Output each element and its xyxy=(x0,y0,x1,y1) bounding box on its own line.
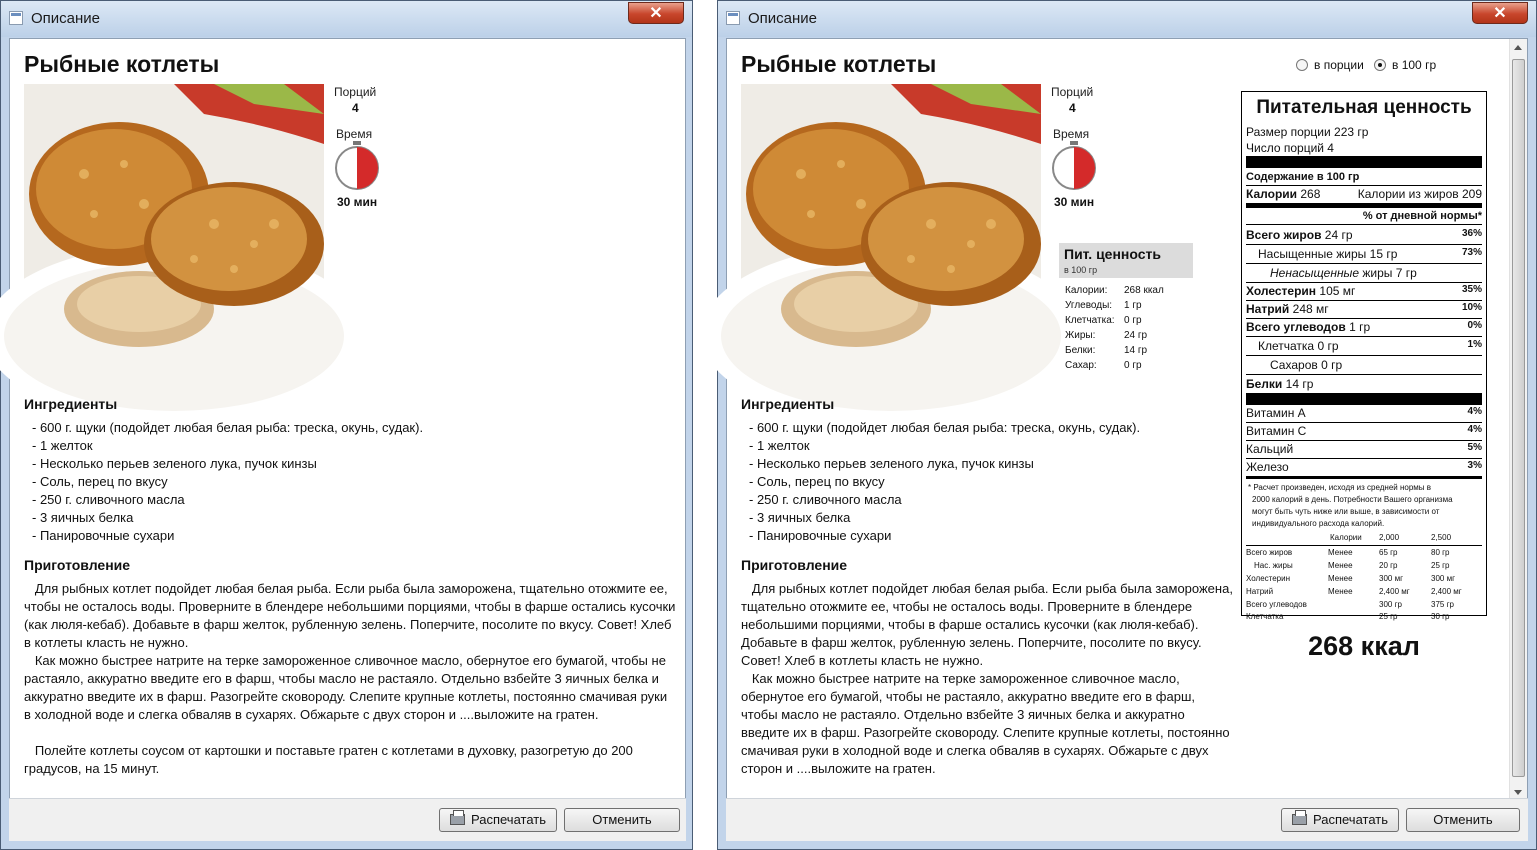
serving-size: Размер порции 223 гр xyxy=(1246,125,1369,139)
vitamin-pct: 5% xyxy=(1467,442,1482,453)
dv-table-cell: Менее xyxy=(1328,548,1353,557)
nutrient-pct: 36% xyxy=(1461,228,1482,239)
nutrient-value: 14 гр xyxy=(1285,377,1314,391)
divider xyxy=(1246,440,1482,441)
footnote-line: 2000 калорий в день. Потребности Вашего организма xyxy=(1252,495,1453,504)
vitamin-pct: 4% xyxy=(1467,424,1482,435)
scrollbar-thumb[interactable] xyxy=(1512,59,1525,777)
nutrient-pct: 73% xyxy=(1461,247,1482,258)
preparation-heading: Приготовление xyxy=(24,557,131,573)
nutrient-value: 0 гр xyxy=(1321,358,1343,372)
time-label: Время xyxy=(336,127,373,141)
per-100g-radio[interactable] xyxy=(1374,59,1386,71)
mini-nutrition-label: Калории: xyxy=(1065,285,1108,296)
divider xyxy=(1246,282,1482,283)
calories-value: 268 xyxy=(1300,187,1321,201)
ingredient-item: - Несколько перьев зеленого лука, пучок кинзы xyxy=(749,456,1034,471)
divider xyxy=(1246,203,1482,208)
print-button[interactable] xyxy=(439,808,557,832)
recipe-photo xyxy=(24,84,324,384)
calories-label: Калории xyxy=(1246,187,1298,201)
divider xyxy=(1246,374,1482,375)
mini-nutrition-value: 24 гр xyxy=(1124,330,1148,341)
content-per: Содержание в 100 гр xyxy=(1246,171,1360,183)
ingredient-item: - Панировочные сухари xyxy=(32,528,175,543)
per-serving-label[interactable]: в порции xyxy=(1314,58,1364,72)
divider xyxy=(1246,300,1482,301)
ingredient-item: - Соль, перец по вкусу xyxy=(32,474,168,489)
nutrient-row xyxy=(1246,358,1482,372)
dv-table-cell: Клетчатка xyxy=(1246,612,1284,621)
dv-table-cell: 2,400 мг xyxy=(1431,587,1462,596)
window-icon xyxy=(726,11,740,25)
calories-from-fat: Калории из жиров 209 xyxy=(1357,187,1482,201)
mini-nutrition-value: 1 гр xyxy=(1124,300,1142,311)
ingredient-item: - 600 г. щуки (подойдет любая белая рыба: треска, окунь, судак). xyxy=(749,420,1141,435)
dialog-footer xyxy=(9,798,686,841)
nutrient-label: Всего углеводов xyxy=(1246,320,1346,334)
printer-icon xyxy=(1292,814,1307,825)
nutrient-value: 105 мг xyxy=(1319,284,1356,298)
printer-icon xyxy=(450,814,465,825)
ingredient-item: - 3 яичных белка xyxy=(749,510,851,525)
print-button[interactable] xyxy=(1281,808,1399,832)
divider xyxy=(1246,185,1482,186)
nutrient-row xyxy=(1246,266,1482,280)
footnote-line: могут быть чуть ниже или выше, в зависимости от xyxy=(1252,507,1440,516)
print-button-label: Распечатать xyxy=(1312,812,1388,827)
dv-table-cell: 2,400 мг xyxy=(1379,587,1410,596)
dv-table-cell: 25 гр xyxy=(1431,561,1450,570)
vertical-scrollbar[interactable] xyxy=(1509,39,1527,801)
scroll-down-icon[interactable] xyxy=(1514,790,1522,795)
nutrient-label: Холестерин xyxy=(1246,284,1317,298)
nutrition-facts-title: Питательная ценность xyxy=(1256,97,1472,118)
dv-table-cell: 65 гр xyxy=(1379,548,1398,557)
divider xyxy=(1246,545,1482,546)
nutrient-label: Ненасыщенные xyxy=(1270,266,1360,280)
mini-nutrition-label: Жиры: xyxy=(1065,330,1096,341)
recipe-panel xyxy=(9,38,686,802)
ingredient-item: - 1 желток xyxy=(32,438,93,453)
nutrition-facts-panel xyxy=(1241,91,1487,621)
divider xyxy=(1246,336,1482,337)
print-button-label: Распечатать xyxy=(470,812,546,827)
ingredient-item: - 250 г. сливочного масла xyxy=(749,492,902,507)
mini-nutrition-label: Сахар: xyxy=(1065,360,1097,371)
nutrient-label: Сахаров xyxy=(1270,358,1318,372)
nutrient-value: 248 мг xyxy=(1292,302,1329,316)
ingredient-item: - 250 г. сливочного масла xyxy=(32,492,185,507)
vitamin-row xyxy=(1246,424,1482,438)
preparation-text: Для рыбных котлет подойдет любая белая рыба. Если рыба была заморожена, тщательно отожмите ее, чтобы не осталось воды. Проверните в блендере небольшими порциями, чтобы в фарше остались кусочки (как люля-кебаб). Добавьте в фарш желток, рубленную зелень. Поперчите, посолите по вкусу. Совет! Хлеб в котлеты класть не нужно. Как можно быстрее натрите на терке замороженное сливочное масло, обернутое его бумагой, чтобы не растаяло, аккуратно введите его в фарш, чтобы масло не растаяло. Отдельно взбейте 3 яичных белка и аккуратно введите их в фарш. Разогрейте сковороду. Слепите крупные котлеты, постоянно смачивая руки в холодной воде и слегка обваляв в сухарях. Обжарьте с двух сторон и ....выложите на гратен. xyxy=(741,581,1233,776)
dv-table-cell: Менее xyxy=(1328,587,1353,596)
mini-nutrition-value: 0 гр xyxy=(1124,360,1142,371)
dv-table-cell: Менее xyxy=(1328,574,1353,583)
ingredient-item: - Соль, перец по вкусу xyxy=(749,474,885,489)
mini-nutrition-subtitle: в 100 гр xyxy=(1064,265,1098,275)
nutrient-value: 0 гр xyxy=(1317,339,1339,353)
nutrient-pct: 10% xyxy=(1461,302,1482,313)
nutrient-value: 15 гр xyxy=(1369,247,1398,261)
nutrient-value: жиры 7 гр xyxy=(1362,266,1417,280)
vitamin-label: Кальций xyxy=(1246,442,1294,456)
divider xyxy=(1246,263,1482,264)
servings-value: 4 xyxy=(352,101,359,115)
dialog-footer xyxy=(726,798,1528,841)
dv-table-cell: Всего углеводов xyxy=(1246,600,1307,609)
mini-nutrition-label: Белки: xyxy=(1065,345,1096,356)
nutrient-label: Насыщенные жиры xyxy=(1258,247,1367,261)
vitamin-pct: 3% xyxy=(1467,460,1482,471)
window-title: Описание xyxy=(748,10,818,27)
close-button[interactable]: ✕ xyxy=(1472,2,1528,24)
mini-nutrition-label: Клетчатка: xyxy=(1065,315,1115,326)
ingredient-item: - 3 яичных белка xyxy=(32,510,134,525)
recipe-title: Рыбные котлеты xyxy=(741,51,937,77)
nutrient-label: Всего жиров xyxy=(1246,228,1322,242)
mini-nutrition-value: 14 гр xyxy=(1124,345,1148,356)
timer-icon xyxy=(334,141,380,196)
time-value: 30 мин xyxy=(337,195,378,209)
nutrient-row xyxy=(1246,320,1482,334)
dialog-window-right xyxy=(717,0,1537,850)
ingredients-list xyxy=(749,419,1140,545)
dv-table-cell: Нас. жиры xyxy=(1254,561,1293,570)
ingredients-list xyxy=(32,419,423,545)
servings-value: 4 xyxy=(1069,101,1076,115)
vitamin-row xyxy=(1246,442,1482,456)
mini-nutrition-label: Углеводы: xyxy=(1065,300,1113,311)
footnote-line: * Расчет произведен, исходя из средней нормы в xyxy=(1248,483,1432,492)
nutrient-value: 24 гр xyxy=(1324,228,1353,242)
vitamin-row xyxy=(1246,406,1482,420)
cancel-button[interactable]: Отменить xyxy=(564,808,680,832)
per-serving-radio[interactable] xyxy=(1296,59,1308,71)
nutrient-row xyxy=(1246,247,1482,261)
title-bar[interactable] xyxy=(718,1,1536,37)
divider xyxy=(1246,393,1482,405)
daily-value-header: % от дневной нормы* xyxy=(1362,210,1482,222)
recipe-photo xyxy=(741,84,1041,384)
nutrient-row xyxy=(1246,302,1482,316)
dv-table-cell: 30 гр xyxy=(1431,612,1450,621)
title-bar[interactable] xyxy=(1,1,692,37)
cancel-button[interactable]: Отменить xyxy=(1406,808,1520,832)
divider xyxy=(1246,224,1482,225)
vitamin-row xyxy=(1246,460,1482,474)
nutrient-row xyxy=(1246,228,1482,242)
servings-label: Порций xyxy=(1051,85,1094,99)
dv-table-cell: 300 гр xyxy=(1379,600,1402,609)
divider xyxy=(1246,318,1482,319)
dv-table-cell: 300 мг xyxy=(1431,574,1455,583)
calories-row xyxy=(1246,187,1482,201)
divider xyxy=(1246,458,1482,459)
dv-table-cell: 80 гр xyxy=(1431,548,1450,557)
servings-label: Порций xyxy=(334,85,377,99)
nutrient-pct: 0% xyxy=(1467,320,1482,331)
ingredients-heading: Ингредиенты xyxy=(24,396,118,412)
divider xyxy=(1246,244,1482,245)
nutrient-row xyxy=(1246,284,1482,298)
dv-table-header: Калории xyxy=(1330,533,1362,542)
dv-table-cell: Холестерин xyxy=(1246,574,1290,583)
ingredient-item: - 1 желток xyxy=(749,438,810,453)
dv-table-cell: Всего жиров xyxy=(1246,548,1293,557)
nutrient-label: Натрий xyxy=(1246,302,1290,316)
mini-nutrition-value: 268 ккал xyxy=(1124,285,1164,296)
nutrient-pct: 1% xyxy=(1467,339,1482,350)
total-calories: 268 ккал xyxy=(1308,631,1420,661)
recipe-title: Рыбные котлеты xyxy=(24,51,220,77)
nutrient-value: 1 гр xyxy=(1349,320,1371,334)
time-value: 30 мин xyxy=(1054,195,1095,209)
divider xyxy=(1246,476,1482,479)
per-100g-label[interactable]: в 100 гр xyxy=(1392,58,1437,72)
divider xyxy=(1246,156,1482,168)
nutrient-label: Белки xyxy=(1246,377,1283,391)
preparation-text: Для рыбных котлет подойдет любая белая рыба. Если рыба была заморожена, тщательно отожмите ее, чтобы не осталось воды. Проверните в блендере небольшими порциями, чтобы в фарше остались кусочки (как люля-кебаб). Добавьте в фарш желток, рубленную зелень. Поперчите, посолите по вкусу. Совет! Хлеб в котлеты класть не нужно. Как можно быстрее натрите на терке замороженное сливочное масло, обернутое его бумагой, чтобы не растаяло, аккуратно введите его в фарш, чтобы масло не растаяло. Отдельно взбейте 3 яичных белка и аккуратно введите их в фарш. Разогрейте сковороду. Слепите крупные котлеты, постоянно смачивая руки в холодной воде и слегка обваляв в сухарях. Обжарьте с двух сторон и ....выложите на гратен. Полейте котлеты соусом от картошки и поставьте гратен с котлетами в духовку, разогретую до 200 градусов, на 15 минут. xyxy=(24,581,676,776)
ingredient-item: - 600 г. щуки (подойдет любая белая рыба: треска, окунь, судак). xyxy=(32,420,424,435)
divider xyxy=(1246,422,1482,423)
recipe-panel xyxy=(726,38,1528,802)
dv-table-cell: 20 гр xyxy=(1379,561,1398,570)
ingredient-item: - Панировочные сухари xyxy=(749,528,892,543)
nutrient-label: Клетчатка xyxy=(1258,339,1315,353)
window-title: Описание xyxy=(31,10,101,27)
ingredient-item: - Несколько перьев зеленого лука, пучок кинзы xyxy=(32,456,317,471)
vitamin-label: Витамин A xyxy=(1246,406,1306,420)
preparation-heading: Приготовление xyxy=(741,557,848,573)
ingredients-heading: Ингредиенты xyxy=(741,396,835,412)
servings-count: Число порций 4 xyxy=(1246,141,1334,155)
dialog-window-left xyxy=(0,0,693,850)
vitamin-label: Железо xyxy=(1246,460,1289,474)
dv-table-cell: 25 гр xyxy=(1379,612,1398,621)
mini-nutrition-title: Пит. ценность xyxy=(1064,246,1161,262)
footnote-line: индивидуального расхода калорий. xyxy=(1252,519,1385,528)
nutrient-row xyxy=(1246,339,1482,353)
dv-table-cell: 300 мг xyxy=(1379,574,1403,583)
dv-table-cell: Менее xyxy=(1328,561,1353,570)
dv-table-cell: 375 гр xyxy=(1431,600,1454,609)
nutrient-pct: 35% xyxy=(1461,284,1482,295)
time-label: Время xyxy=(1053,127,1090,141)
dv-table-cell: Натрий xyxy=(1246,587,1274,596)
mini-nutrition-value: 0 гр xyxy=(1124,315,1142,326)
nutrient-row xyxy=(1246,377,1482,391)
mini-nutrition-header xyxy=(1059,243,1193,278)
close-button[interactable]: ✕ xyxy=(628,2,684,24)
window-icon xyxy=(9,11,23,25)
vitamin-label: Витамин C xyxy=(1246,424,1307,438)
vitamin-pct: 4% xyxy=(1467,406,1482,417)
dv-table-header: 2,000 xyxy=(1379,533,1400,542)
timer-icon xyxy=(1051,141,1097,196)
scroll-up-icon[interactable] xyxy=(1514,45,1522,50)
divider xyxy=(1246,355,1482,356)
dv-table-header: 2,500 xyxy=(1431,533,1452,542)
